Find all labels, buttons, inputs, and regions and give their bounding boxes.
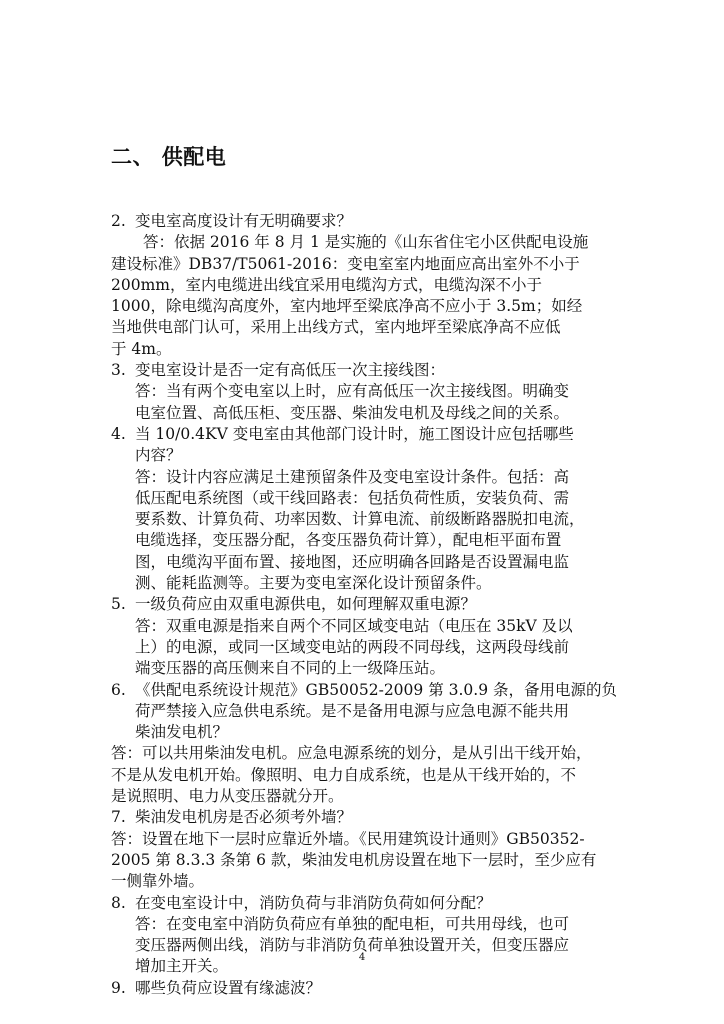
question-5 [111, 594, 625, 615]
answer-line: 变压器两侧出线，消防与非消防负荷单独设置开关，但变压器应 [135, 936, 570, 955]
question-2 [111, 211, 625, 232]
answer-line: 是说照明、电力从变压器就分开。 [111, 787, 344, 806]
question-text: 柴油发电机房是否必须考外墙？ [135, 808, 353, 827]
question-text: 变电室高度设计有无明确要求？ [135, 212, 353, 230]
answer-line: 上）的电源，或同一区域变电站的两段不同母线，这两段母线前 [135, 637, 570, 656]
answer-line: 建设标准》DB37/T5061-2016：变电室室内地面应高出室外不小于 [111, 254, 580, 273]
question-text: 荷严禁接入应急供电系统。是不是备用电源与应急电源不能共用 [135, 701, 570, 720]
question-text: 一级负荷应由双重电源供电，如何理解双重电源？ [135, 595, 477, 614]
question-number: 7. [111, 808, 126, 827]
question-text: 内容？ [135, 446, 182, 465]
question-text: 当 10/0.4KV 变电室由其他部门设计时，施工图设计应包括哪些 [135, 424, 574, 443]
question-number: 2. [111, 212, 126, 230]
question-3 [111, 360, 625, 381]
question-6 [111, 680, 625, 701]
body-text [111, 211, 625, 999]
question-text: 柴油发电机？ [135, 723, 229, 742]
answer-line: 增加主开关。 [135, 957, 229, 976]
question-7 [111, 807, 625, 828]
section-heading: 二、 供配电 [111, 145, 227, 169]
answer-line: 答：当有两个变电室以上时，应有高低压一次主接线图。明确变 [135, 382, 570, 401]
answer-line: 当地供电部门认可，采用上出线方式，室内地坪至梁底净高不应低 [111, 318, 561, 337]
answer-line: 端变压器的高压侧来自不同的上一级降压站。 [135, 659, 446, 678]
answer-line: 答：双重电源是指来自两个不同区域变电站（电压在 35kV 及以 [135, 616, 573, 635]
page-number: 4 [358, 952, 366, 963]
question-9 [111, 978, 625, 999]
question-number: 9. [111, 978, 126, 997]
answer-line: 一侧靠外墙。 [111, 872, 205, 891]
answer-line: 于 4m。 [111, 339, 172, 358]
question-text: 哪些负荷应设置有缘滤波？ [135, 978, 322, 997]
answer-line: 低压配电系统图（或干线回路表：包括负荷性质，安装负荷、需 [135, 488, 570, 507]
answer-line: 200mm，室内电缆进出线宜采用电缆沟方式，电缆沟深不小于 [111, 275, 542, 294]
answer-line: 1000，除电缆沟高度外，室内地坪至梁底净高不应小于 3.5m；如经 [111, 297, 583, 316]
answer-line: 答：可以共用柴油发电机。应急电源系统的划分，是从引出干线开始， [111, 744, 592, 763]
question-number: 5. [111, 595, 126, 614]
answer-line: 不是从发电机开始。像照明、电力自成系统，也是从干线开始的，不 [111, 765, 577, 784]
answer-line: 电室位置、高低压柜、变压器、柴油发电机及母线之间的关系。 [135, 403, 570, 422]
question-number: 8. [111, 893, 126, 912]
question-8 [111, 893, 625, 914]
question-number: 6. [111, 680, 126, 699]
question-4 [111, 424, 625, 445]
answer-line: 答：在变电室中消防负荷应有单独的配电柜，可共用母线，也可 [135, 914, 570, 933]
question-text: 在变电室设计中，消防负荷与非消防负荷如何分配？ [135, 893, 492, 912]
answer-line: 图，电缆沟平面布置、接地图，还应明确各回路是否设置漏电监 [135, 552, 570, 571]
answer-line: 答：依据 2016 年 8 月 1 是实施的《山东省住宅小区供配电设施 [143, 233, 589, 252]
answer-line: 2005 第 8.3.3 条第 6 款，柴油发电机房设置在地下一层时，至少应有 [111, 850, 597, 869]
question-text: 《供配电系统设计规范》GB50052-2009 第 3.0.9 条，备用电源的负 [135, 680, 617, 699]
answer-line: 答：设计内容应满足土建预留条件及变电室设计条件。包括：高 [135, 467, 570, 486]
question-number: 4. [111, 424, 126, 443]
answer-line: 答：设置在地下一层时应靠近外墙。《民用建筑设计通则》GB50352- [111, 829, 585, 848]
answer-line: 要系数、计算负荷、功率因数、计算电流、前级断路器脱扣电流， [135, 510, 585, 529]
answer-line: 测、能耗监测等。主要为变电室深化设计预留条件。 [135, 574, 492, 593]
answer-line: 电缆选择，变压器分配，各变压器负荷计算），配电柜平面布置 [135, 531, 562, 550]
question-text: 变电室设计是否一定有高低压一次主接线图： [135, 361, 446, 380]
question-number: 3. [111, 361, 126, 380]
